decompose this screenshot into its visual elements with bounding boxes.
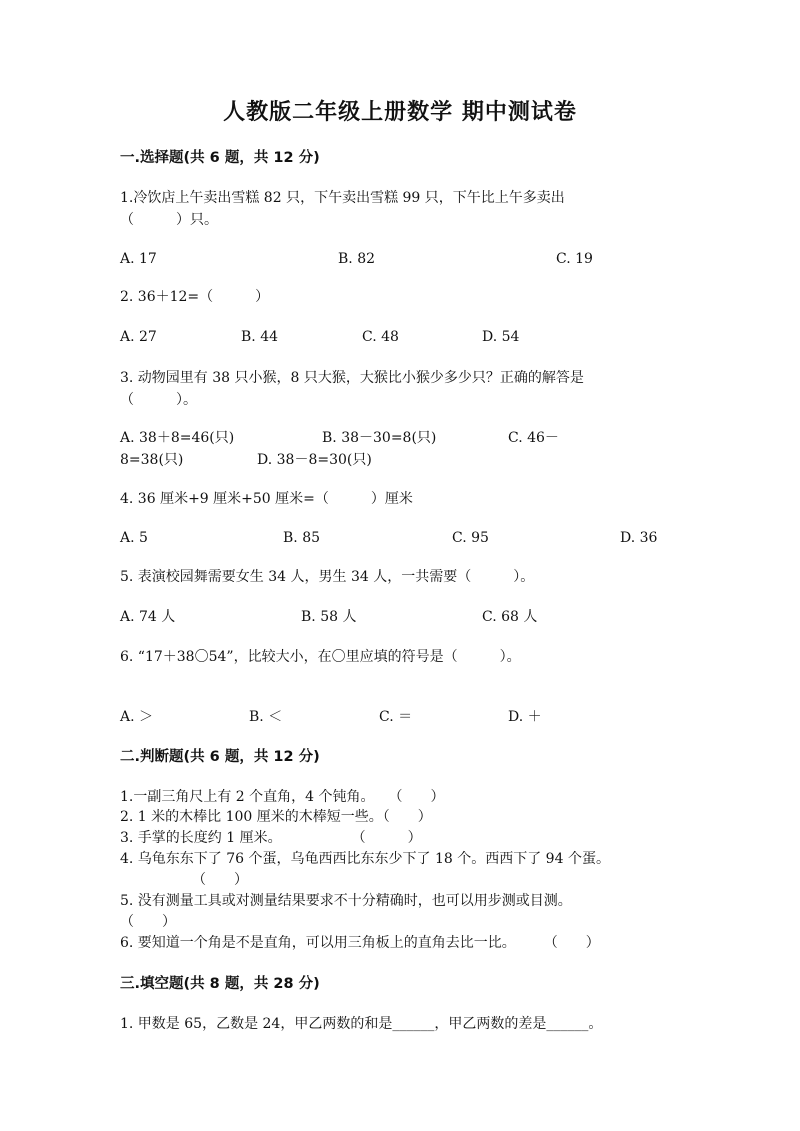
q5-stem: 5. 表演校园舞需要女生 34 人，男生 34 人，一共需要（ ）。 [120,569,535,585]
q2-option-a: A. 27 [120,329,157,345]
q6-option-d: D. ＋ [508,709,542,725]
judge-4-bracket: （ ） [192,872,248,888]
q2-option-c: C. 48 [362,329,399,345]
q2-option-b: B. 44 [241,329,279,345]
judge-6: 6. 要知道一个角是不是直角，可以用三角板上的直角去比一比。 （ ） [120,935,600,951]
q1-option-a: A. 17 [120,251,157,267]
q3-option-d: D. 38－8=30(只) [257,452,372,468]
section-3-heading: 三.填空题(共 8 题，共 28 分) [120,976,320,992]
q6-stem: 6. “17＋38〇54”，比较大小，在〇里应填的符号是（ ）。 [120,649,521,665]
section-1-heading: 一.选择题(共 6 题，共 12 分) [120,150,320,166]
judge-5: 5. 没有测量工具或对测量结果要求不十分精确时，也可以用步测或目测。 [120,893,572,909]
q3-stem-cont: （ ）。 [120,392,197,408]
q1-stem-cont: （ ）只。 [120,212,218,228]
q3-option-b: B. 38－30=8(只) [322,430,437,446]
judge-1: 1.一副三角尺上有 2 个直角，4 个钝角。 （ ） [120,789,445,805]
judge-3: 3. 手掌的长度约 1 厘米。 （ ） [120,830,422,846]
q5-option-b: B. 58 人 [301,609,357,625]
q4-option-d: D. 36 [620,530,658,546]
q4-stem: 4. 36 厘米+9 厘米+50 厘米=（ ）厘米 [120,491,413,507]
q5-option-c: C. 68 人 [482,609,538,625]
q1-option-b: B. 82 [338,251,376,267]
q3-option-c-cont: 8=38(只) [120,452,184,468]
q2-stem: 2. 36＋12=（ ） [120,289,270,305]
judge-5-bracket: （ ） [120,914,176,930]
q1-option-c: C. 19 [556,251,593,267]
page-title: 人教版二年级上册数学 期中测试卷 [223,100,577,125]
q4-option-a: A. 5 [120,530,148,546]
judge-2: 2. 1 米的木棒比 100 厘米的木棒短一些。（ ） [120,809,432,825]
fill-1: 1. 甲数是 65，乙数是 24，甲乙两数的和是______，甲乙两数的差是______。 [120,1016,603,1032]
q3-option-a: A. 38＋8=46(只) [120,430,235,446]
section-2-heading: 二.判断题(共 6 题，共 12 分) [120,749,320,765]
q1-stem: 1.冷饮店上午卖出雪糕 82 只，下午卖出雪糕 99 只，下午比上午多卖出 [120,190,565,206]
q4-option-b: B. 85 [283,530,321,546]
q2-option-d: D. 54 [482,329,520,345]
q3-option-c: C. 46－ [508,430,559,446]
q6-option-c: C. ＝ [379,709,413,725]
q6-option-b: B. ＜ [249,709,283,725]
q4-option-c: C. 95 [452,530,489,546]
q5-option-a: A. 74 人 [120,609,176,625]
q6-option-a: A. ＞ [120,709,154,725]
judge-4: 4. 乌龟东东下了 76 个蛋，乌龟西西比东东少下了 18 个。西西下了 94 个蛋。 [120,851,610,867]
q3-stem: 3. 动物园里有 38 只小猴，8 只大猴，大猴比小猴少多少只？正确的解答是 [120,370,584,386]
